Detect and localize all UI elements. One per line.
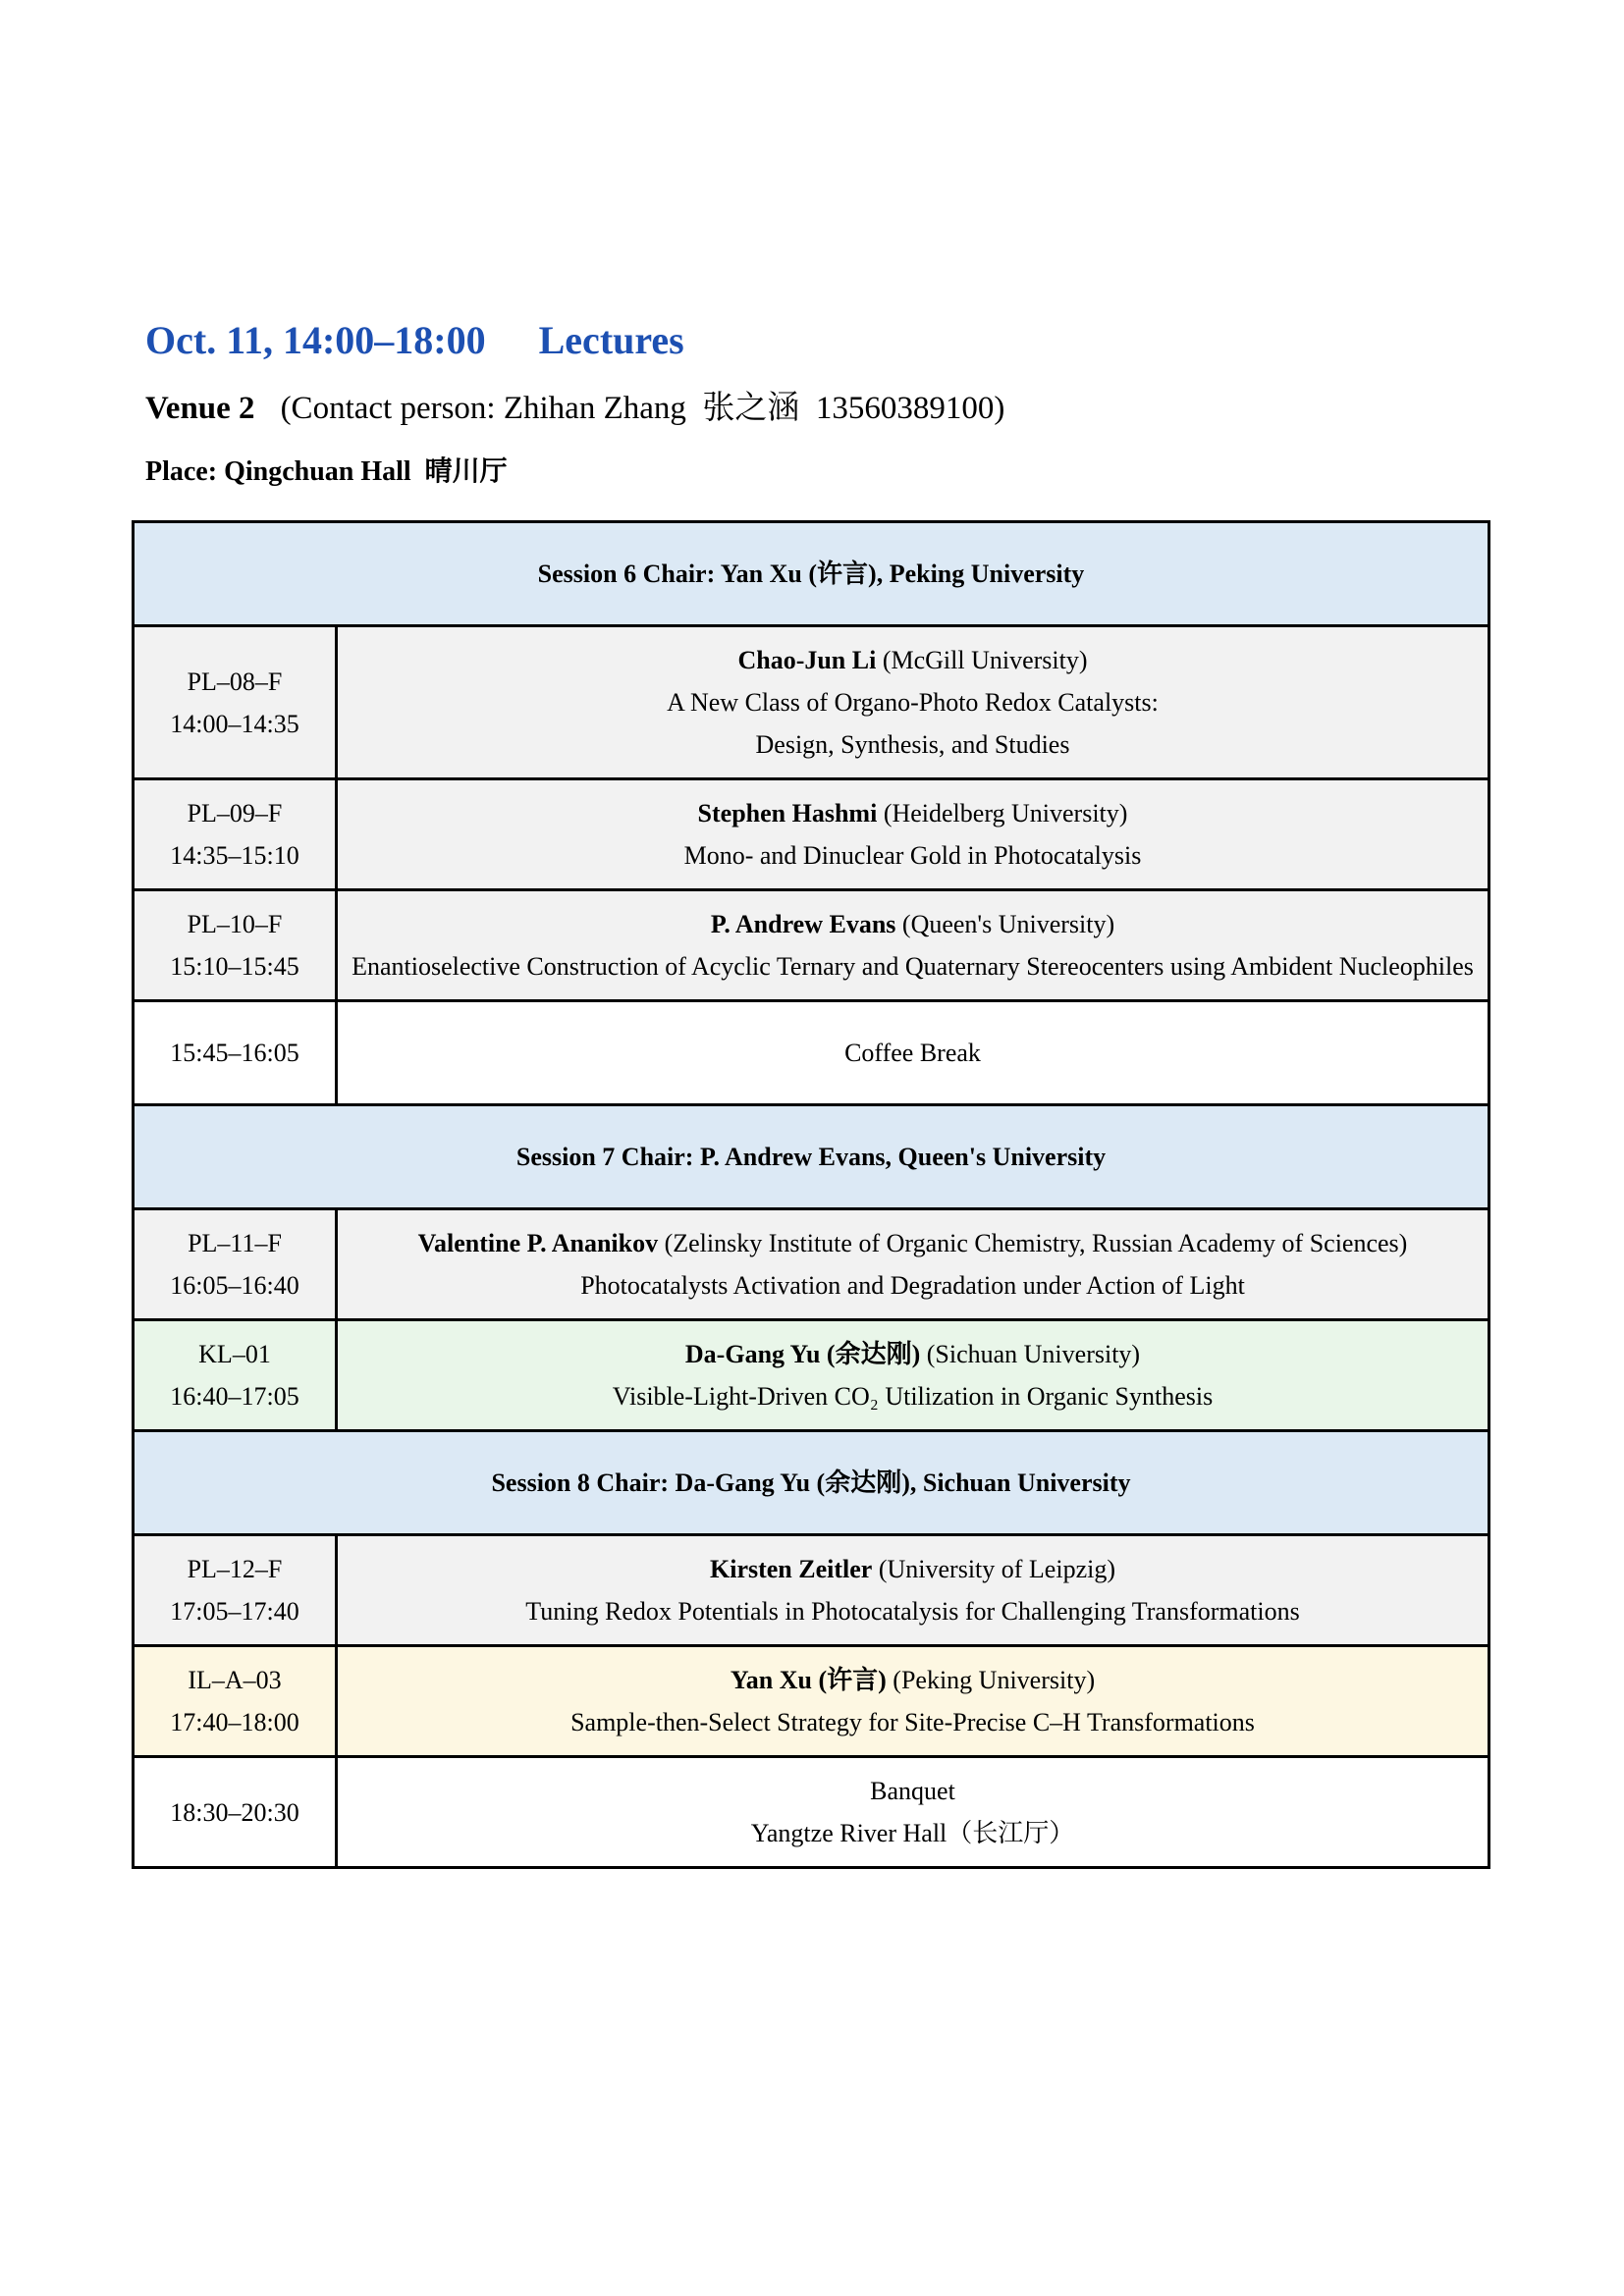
- speaker-name: P. Andrew Evans: [710, 910, 896, 938]
- talk-title-line: Photocatalysts Activation and Degradation under Action of Light: [580, 1271, 1245, 1300]
- talk-title-line: Design, Synthesis, and Studies: [755, 730, 1070, 759]
- schedule-row: [134, 1646, 1489, 1757]
- session-title: Session 7 Chair: P. Andrew Evans, Queen's University: [134, 1105, 1489, 1209]
- time-range: 14:35–15:10: [170, 841, 299, 870]
- schedule-row: [134, 779, 1489, 890]
- speaker-name: Yan Xu (许言): [730, 1666, 887, 1694]
- time-range: 18:30–20:30: [170, 1797, 299, 1827]
- session-header-row: [134, 1105, 1489, 1209]
- speaker-affiliation: (Sichuan University): [920, 1340, 1141, 1368]
- speaker-name: Da-Gang Yu (余达刚): [684, 1340, 921, 1368]
- title-label: Lectures: [538, 318, 684, 362]
- code-time-cell: [134, 1757, 337, 1868]
- talk-details-cell: [337, 1757, 1489, 1868]
- speaker-name: Stephen Hashmi: [697, 799, 878, 828]
- speaker-line: [348, 1548, 1478, 1590]
- session-header-row: [134, 1431, 1489, 1535]
- page-title: [145, 316, 1490, 365]
- speaker-affiliation: (Zelinsky Institute of Organic Chemistry, Russian Academy of Sciences): [658, 1229, 1408, 1257]
- time-range: 14:00–14:35: [170, 709, 299, 738]
- talk-details-cell: [337, 1209, 1489, 1320]
- code-time-cell: [134, 1646, 337, 1757]
- speaker-affiliation: (Peking University): [886, 1666, 1096, 1694]
- time-range: 16:05–16:40: [170, 1271, 299, 1300]
- code-time-cell: [134, 1001, 337, 1105]
- time-range: 17:05–17:40: [170, 1597, 299, 1626]
- session-title: Session 6 Chair: Yan Xu (许言), Peking University: [134, 522, 1489, 626]
- code-time-cell: [134, 1320, 337, 1431]
- talk-details-cell: [337, 1535, 1489, 1646]
- title-date-range: Oct. 11, 14:00–18:00: [145, 318, 486, 362]
- talk-title-line: Mono- and Dinuclear Gold in Photocatalysis: [683, 841, 1142, 870]
- speaker-line: [348, 792, 1478, 834]
- time-range: 15:10–15:45: [170, 952, 299, 981]
- speaker-line: [348, 1333, 1478, 1375]
- talk-code: PL–08–F: [187, 667, 283, 696]
- talk-details-cell: [337, 1320, 1489, 1431]
- schedule-row: [134, 890, 1489, 1001]
- talk-title-line: Sample-then-Select Strategy for Site-Precise C–H Transformations: [570, 1708, 1255, 1736]
- speaker-name: Kirsten Zeitler: [710, 1555, 873, 1583]
- talk-details-cell: [337, 1001, 1489, 1105]
- talk-code: PL–10–F: [187, 910, 283, 938]
- speaker-name: Valentine P. Ananikov: [417, 1229, 659, 1257]
- speaker-line: [348, 1659, 1478, 1701]
- talk-title-line: Banquet: [870, 1777, 955, 1805]
- venue-contact: (Contact person: Zhihan Zhang 张之涵 13560389100): [280, 391, 1005, 426]
- time-range: 15:45–16:05: [170, 1039, 299, 1067]
- talk-title-line: Enantioselective Construction of Acyclic Ternary and Quaternary Stereocenters using Ambident Nucleophiles: [352, 952, 1474, 981]
- talk-title-line: Tuning Redox Potentials in Photocatalysis for Challenging Transformations: [525, 1597, 1300, 1626]
- talk-code: IL–A–03: [188, 1666, 282, 1694]
- schedule-table: [132, 520, 1490, 1869]
- talk-code: PL–09–F: [187, 799, 283, 828]
- speaker-affiliation: (Heidelberg University): [877, 799, 1128, 828]
- talk-code: KL–01: [198, 1340, 271, 1368]
- schedule-row: [134, 626, 1489, 779]
- time-range: 17:40–18:00: [170, 1708, 299, 1736]
- code-time-cell: [134, 1209, 337, 1320]
- time-range: 16:40–17:05: [170, 1382, 299, 1411]
- code-time-cell: [134, 1535, 337, 1646]
- code-time-cell: [134, 890, 337, 1001]
- place-line: Place: Qingchuan Hall 晴川厅: [145, 456, 508, 487]
- speaker-line: [348, 1222, 1478, 1264]
- session-title: Session 8 Chair: Da-Gang Yu (余达刚), Sichuan University: [134, 1431, 1489, 1535]
- schedule-row: [134, 1757, 1489, 1868]
- talk-code: PL–12–F: [187, 1555, 283, 1583]
- venue-name: Venue 2: [145, 391, 255, 426]
- schedule-row: [134, 1001, 1489, 1105]
- session-header-row: [134, 522, 1489, 626]
- talk-title-line: Coffee Break: [844, 1039, 981, 1067]
- talk-details-cell: [337, 779, 1489, 890]
- schedule-row: [134, 1320, 1489, 1431]
- speaker-name: Chao-Jun Li: [737, 646, 877, 674]
- talk-details-cell: [337, 890, 1489, 1001]
- talk-details-cell: [337, 1646, 1489, 1757]
- speaker-affiliation: (Queen's University): [895, 910, 1115, 938]
- code-time-cell: [134, 626, 337, 779]
- schedule-table-body: [134, 522, 1489, 1868]
- speaker-affiliation: (University of Leipzig): [872, 1555, 1115, 1583]
- schedule-row: [134, 1209, 1489, 1320]
- speaker-line: [348, 639, 1478, 681]
- code-time-cell: [134, 779, 337, 890]
- talk-code: PL–11–F: [188, 1229, 282, 1257]
- talk-details-cell: [337, 626, 1489, 779]
- talk-title-line: A New Class of Organo-Photo Redox Catalysts:: [667, 688, 1159, 717]
- speaker-affiliation: (McGill University): [876, 646, 1088, 674]
- talk-title-line: Yangtze River Hall（长江厅）: [750, 1819, 1075, 1847]
- talk-title-line: Visible-Light-Driven CO₂ Utilization in Organic Synthesis: [612, 1382, 1214, 1411]
- speaker-line: [348, 903, 1478, 945]
- venue-line: [145, 387, 1490, 430]
- schedule-row: [134, 1535, 1489, 1646]
